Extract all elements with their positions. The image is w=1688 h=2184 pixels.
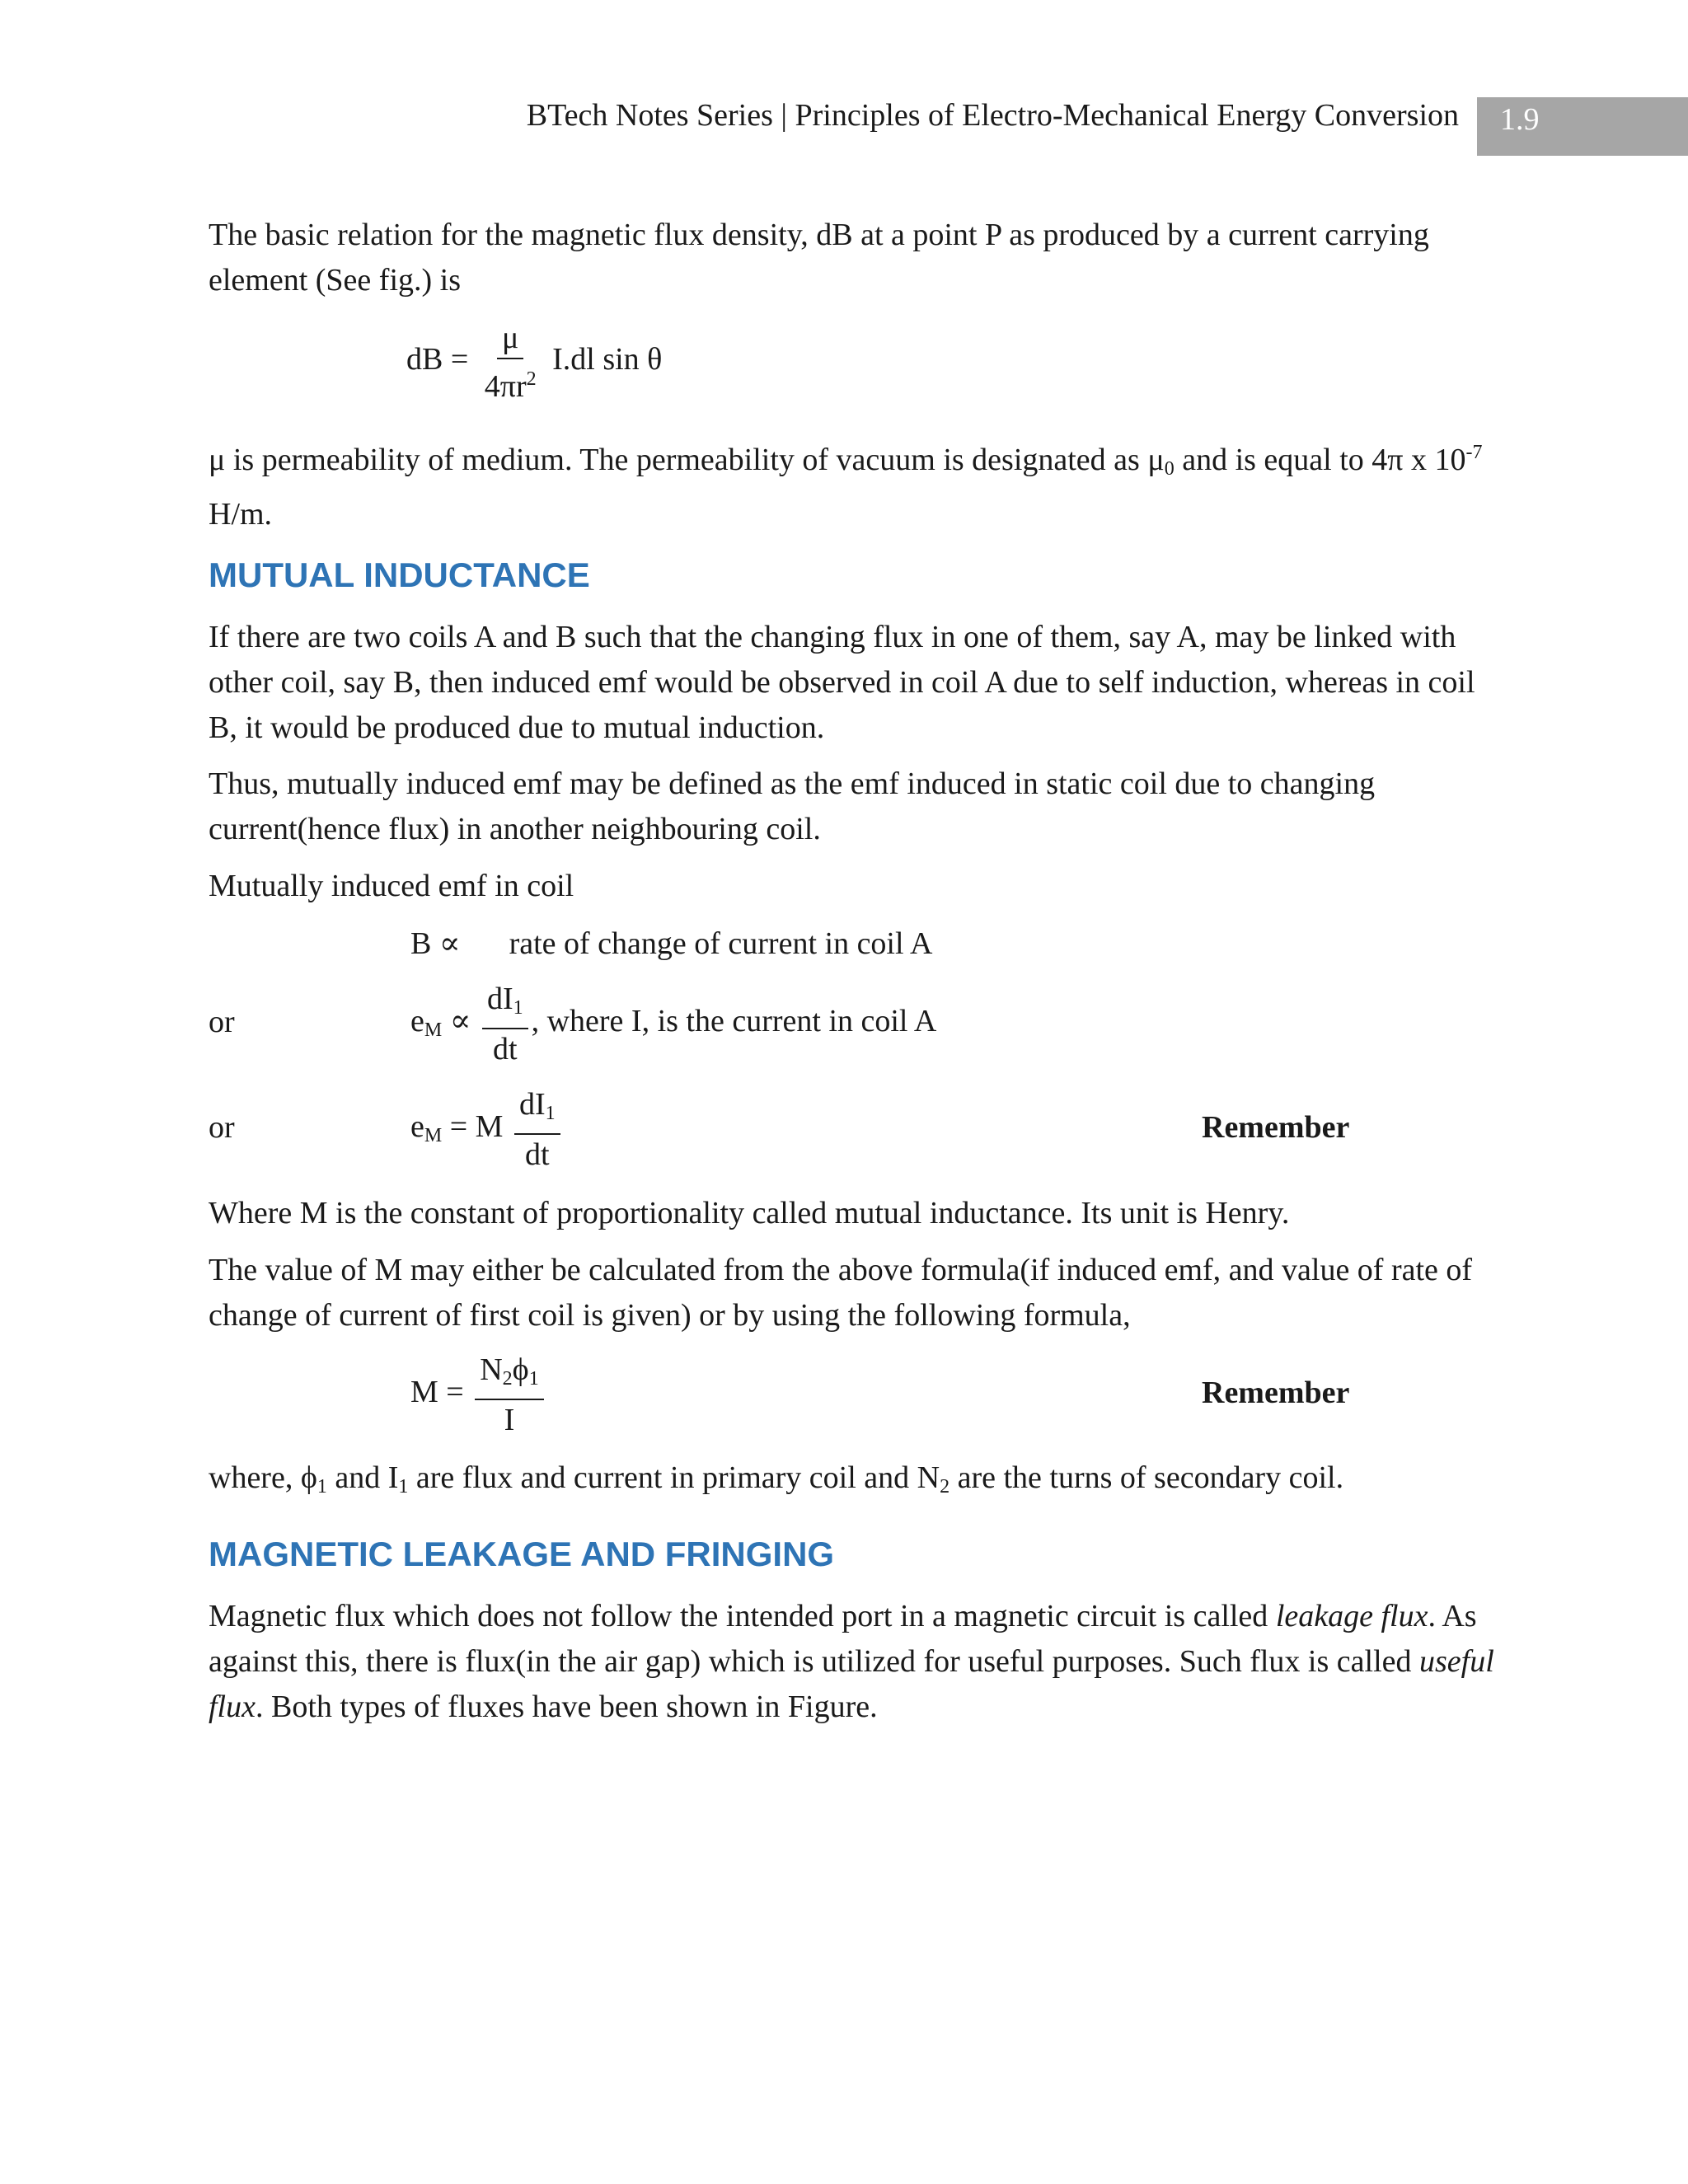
perm-sup: -7 bbox=[1465, 442, 1483, 463]
eqd-fraction bbox=[475, 1352, 543, 1438]
heading-magnetic-leakage: MAGNETIC LEAKAGE AND FRINGING bbox=[209, 1535, 835, 1573]
or-label-2: or bbox=[209, 1110, 235, 1145]
eqc-e-sub: M bbox=[424, 1125, 443, 1147]
eqb-num-text: dI bbox=[486, 982, 513, 1016]
eqb-numerator bbox=[482, 981, 528, 1029]
p6-sub-c: 2 bbox=[940, 1476, 950, 1497]
p6-text-c: are flux and current in primary coil and N bbox=[408, 1460, 940, 1495]
p6-sub-b: 1 bbox=[398, 1476, 409, 1497]
leakage-italic-1: leakage flux bbox=[1275, 1599, 1428, 1633]
mutual-paragraph-5: The value of M may either be calculated from the above formula(if induced emf, and value of rate of change of current of first coil is given) or by using the following formula, bbox=[209, 1253, 1473, 1333]
eqc-eq: = M bbox=[449, 1109, 504, 1145]
eq1-denominator bbox=[480, 359, 542, 405]
p6-text-b: and I bbox=[326, 1460, 399, 1495]
mutual-paragraph-2: Thus, mutually induced emf may be defined as the emf induced in static coil due to changing current(hence flux) in another neighbouring coil. bbox=[209, 766, 1376, 846]
eqd-num-phi-sub: 1 bbox=[528, 1368, 539, 1390]
eqd-lhs: M = bbox=[410, 1375, 464, 1410]
eqc-fraction bbox=[514, 1086, 560, 1173]
equation-flux-density bbox=[406, 320, 662, 405]
eq1-rhs: I.dl sin θ bbox=[552, 342, 663, 377]
eq1-den-text: 4πr bbox=[484, 369, 527, 404]
eqc-denominator: dt bbox=[524, 1137, 550, 1172]
mutual-paragraph-3: Mutually induced emf in coil bbox=[209, 869, 574, 903]
eqd-num-n: N bbox=[480, 1352, 503, 1387]
perm-text-3: H/m. bbox=[209, 497, 273, 532]
or-label-1: or bbox=[209, 1005, 235, 1039]
eqd-num-n-sub: 2 bbox=[502, 1368, 513, 1390]
leakage-text-2: . As against this, there is flux(in the air gap) which is utilized for useful purposes. Such flux is called bbox=[209, 1599, 1477, 1679]
mutual-paragraph-6 bbox=[209, 1455, 1494, 1510]
equation-mutual-inductance bbox=[410, 1352, 547, 1438]
page-number-badge: 1.9 bbox=[1477, 97, 1688, 156]
remember-label-2: Remember bbox=[1202, 1376, 1350, 1410]
running-header: BTech Notes Series | Principles of Electro-Mechanical Energy Conversion bbox=[526, 98, 1459, 133]
eq1-numerator: μ bbox=[497, 320, 523, 359]
eqb-e: e bbox=[410, 1004, 424, 1039]
remember-label-1: Remember bbox=[1202, 1110, 1350, 1145]
eqc-numerator bbox=[514, 1086, 560, 1135]
eqd-denominator: I bbox=[504, 1403, 515, 1437]
eqc-num-text: dI bbox=[518, 1087, 546, 1122]
p6-text-d: are the turns of secondary coil. bbox=[950, 1460, 1344, 1495]
mutual-paragraph-4: Where M is the constant of proportionality called mutual inductance. Its unit is Henry. bbox=[209, 1196, 1290, 1230]
equation-emf-mutual bbox=[410, 1086, 564, 1173]
eqc-e: e bbox=[410, 1109, 424, 1145]
mutual-paragraph-1: If there are two coils A and B such that the changing flux in one of them, say A, may be linked with other coil, say B, then induced emf would be observed in coil A due to self induction, whereas in coil B, it would be produced due to mutual induction. bbox=[209, 620, 1475, 745]
eqd-num-phi: ϕ bbox=[512, 1352, 529, 1387]
perm-sub: 0 bbox=[1164, 458, 1175, 480]
eqb-fraction bbox=[482, 981, 528, 1067]
perm-text-2: and is equal to 4π x 10 bbox=[1174, 443, 1466, 477]
eqb-num-sub: 1 bbox=[513, 997, 523, 1019]
p6-sub-a: 1 bbox=[316, 1476, 327, 1497]
eqb-denominator: dt bbox=[492, 1032, 518, 1066]
leakage-text-1: Magnetic flux which does not follow the intended port in a magnetic circuit is called bbox=[209, 1599, 1276, 1633]
equation-emf-proportional bbox=[410, 981, 936, 1067]
eq1-lhs: dB = bbox=[406, 342, 469, 377]
p6-text-a: where, ϕ bbox=[209, 1460, 317, 1495]
eqb-e-sub: M bbox=[424, 1019, 443, 1042]
eqb-prop: ∝ bbox=[449, 1004, 471, 1039]
eqc-num-sub: 1 bbox=[545, 1103, 556, 1124]
leakage-text-3: . Both types of fluxes have been shown in Figure. bbox=[255, 1690, 878, 1724]
intro-paragraph: The basic relation for the magnetic flux density, dB at a point P as produced by a current carrying element (See fig.) is bbox=[209, 218, 1429, 298]
equation-proportional-rate bbox=[410, 925, 932, 962]
perm-text-1: μ is permeability of medium. The permeability of vacuum is designated as μ bbox=[209, 443, 1165, 477]
permeability-paragraph bbox=[209, 430, 1494, 537]
eqa-rhs: rate of change of current in coil A bbox=[509, 926, 933, 961]
heading-mutual-inductance: MUTUAL INDUCTANCE bbox=[209, 555, 590, 594]
eqd-numerator bbox=[475, 1352, 543, 1400]
eqb-rhs: , where I, is the current in coil A bbox=[531, 1004, 937, 1039]
leakage-paragraph bbox=[209, 1594, 1494, 1730]
eq1-fraction bbox=[480, 320, 542, 405]
eq1-den-sup: 2 bbox=[526, 368, 537, 390]
leakage-italic-2: useful flux bbox=[209, 1644, 1494, 1724]
eqa-lhs: B ∝ bbox=[410, 926, 461, 961]
